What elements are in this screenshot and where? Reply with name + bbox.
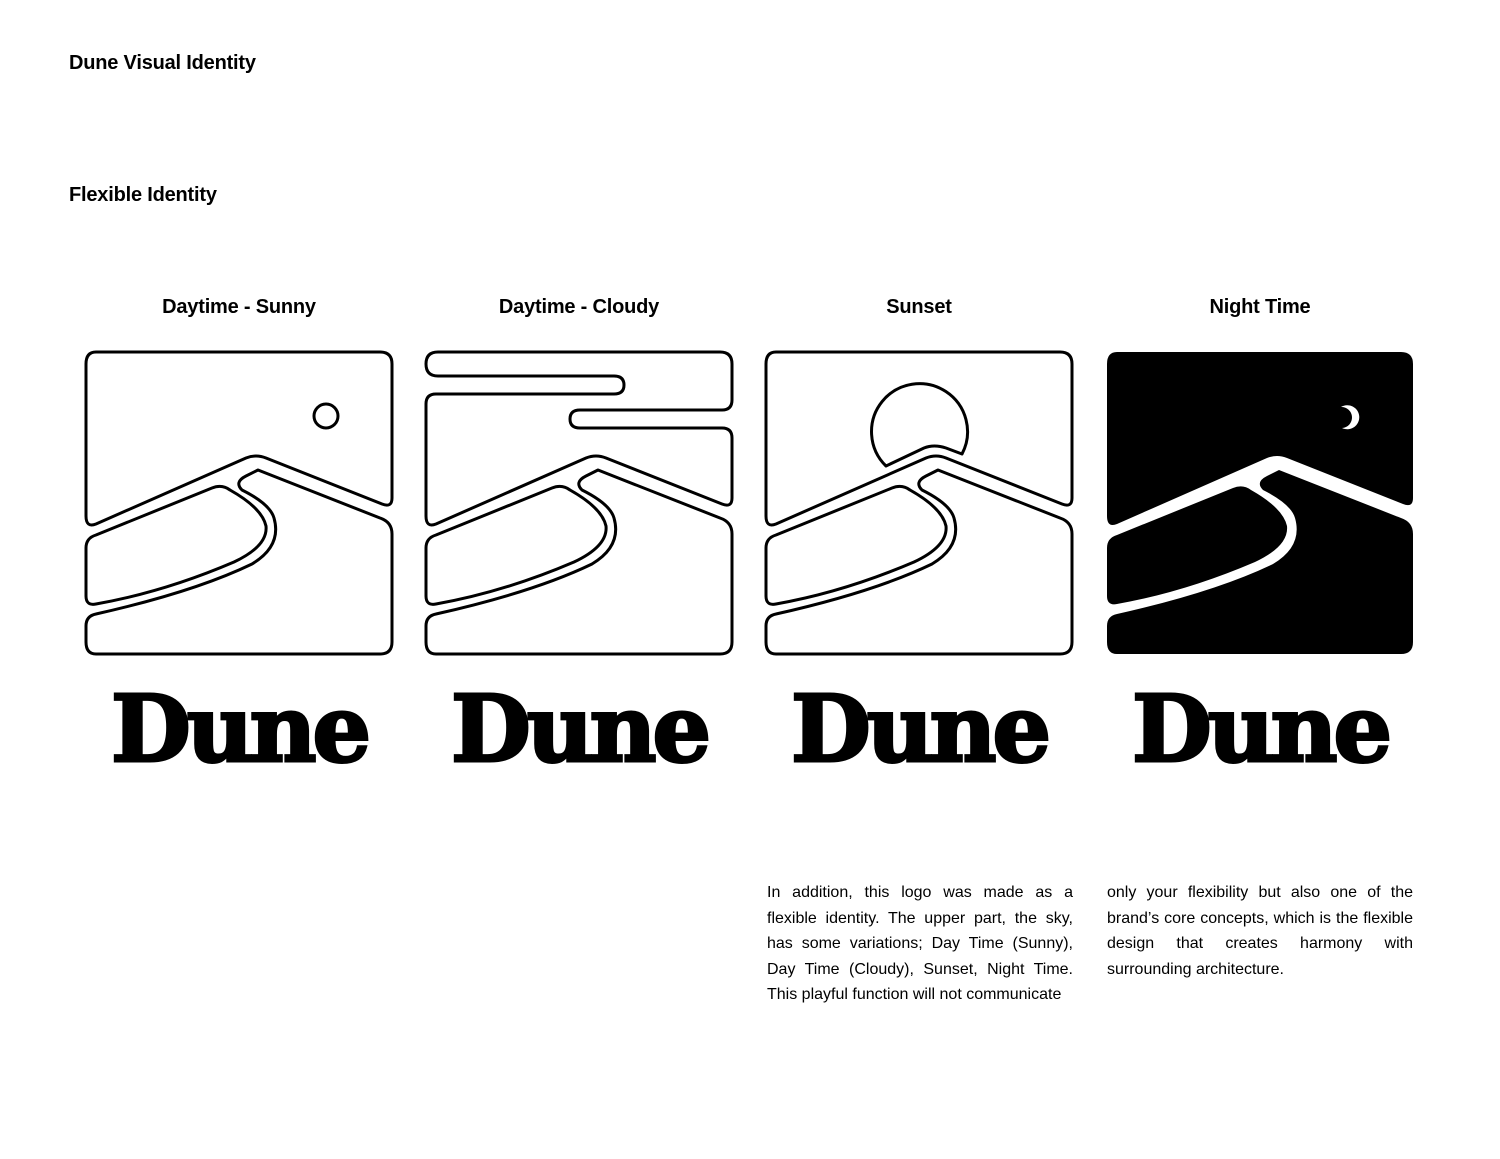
variant-daytime-sunny bbox=[84, 296, 394, 796]
dune-logo-sunny bbox=[84, 348, 394, 658]
sky-shape bbox=[766, 352, 1072, 525]
body-text-column-1: In addition, this logo was made as a flexible identity. The upper part, the sky, has some variations; Day Time (Sunny), Day Time (Cloudy), Sunset, Night Time. This playful function will not communicate bbox=[767, 884, 1073, 1003]
dune-crest-shape bbox=[86, 486, 266, 604]
variant-daytime-cloudy bbox=[424, 296, 734, 796]
dune-wordmark: Dune bbox=[790, 675, 1048, 783]
body-text-column-2: only your flexibility but also one of the brand’s core concepts, which is the flexible design that creates harmony with surrounding architecture. bbox=[1107, 884, 1413, 978]
dune-slope-shape bbox=[766, 470, 1072, 654]
variant-title: Sunset bbox=[886, 296, 952, 318]
dune-wordmark: Dune bbox=[110, 675, 368, 783]
dune-slope-shape bbox=[426, 470, 732, 654]
variant-title: Daytime - Sunny bbox=[162, 296, 316, 318]
dune-slope-shape bbox=[86, 470, 392, 654]
sky-shape bbox=[86, 352, 392, 525]
dune-logo-cloudy bbox=[424, 348, 734, 658]
document-title: Dune Visual Identity bbox=[69, 52, 256, 74]
dune-logo-night bbox=[1105, 348, 1415, 658]
variant-title: Night Time bbox=[1209, 296, 1311, 318]
dune-crest-shape bbox=[426, 486, 606, 604]
dune-crest-shape bbox=[766, 486, 946, 604]
dune-logo-sunset bbox=[764, 348, 1074, 658]
cloud-icon bbox=[426, 352, 732, 525]
variant-sunset bbox=[764, 296, 1074, 796]
variant-title: Daytime - Cloudy bbox=[498, 296, 660, 318]
sun-icon bbox=[314, 404, 338, 428]
dune-wordmark: Dune bbox=[450, 675, 708, 783]
variant-night-time bbox=[1105, 296, 1415, 796]
dune-wordmark: Dune bbox=[1131, 675, 1389, 783]
setting-sun-icon bbox=[872, 384, 968, 466]
section-title: Flexible Identity bbox=[69, 184, 217, 206]
